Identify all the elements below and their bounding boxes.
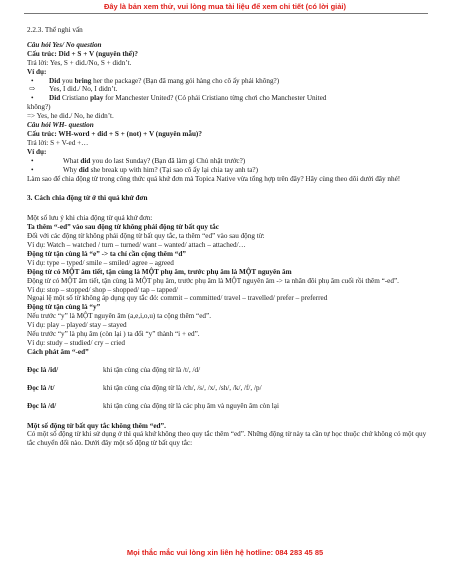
section3-intro: Một số lưu ý khi chia động từ quá khứ đơn: xyxy=(27,214,153,223)
rule3-text: Động từ có MỘT âm tiết, tận cùng là MỘT phụ âm, trước phụ âm là MỘT nguyên âm -> ta nhân đôi phụ âm cuối rồi thêm “-ed”. xyxy=(27,276,399,285)
bullet-dot-icon: • xyxy=(31,165,34,174)
list-item: ⇨ Yes, I did./ No, I didn’t. xyxy=(29,85,118,94)
rule2-heading: Động từ tận cùng là “e” -> ta chỉ cần cộng thêm “d” xyxy=(27,249,186,258)
example-continuation: không?) xyxy=(27,103,51,112)
list-item: • Did you bring her the package? (Bạn đã mang gói hàng cho cô ấy phải không?) xyxy=(27,77,427,86)
header-divider xyxy=(24,13,428,14)
wh-example-label: Ví dụ: xyxy=(27,147,47,156)
section-heading-3: 3. Cách chia động từ ở thì quá khứ đơn xyxy=(27,194,148,203)
hotline-footer: Mọi thắc mắc vui lòng xin liên hệ hotline: 084 283 45 85 xyxy=(126,548,324,557)
pronunciation-row: Đọc là /t/ khi tận cùng của động từ là /ch/, /s/, /x/, /sh/, /k/, /f/, /p/ xyxy=(27,383,262,392)
yes-no-heading: Câu hỏi Yes/ No question xyxy=(27,40,102,49)
list-item: • Did Cristiano play for Manchester United? (Có phải Cristiano từng chơi cho Manchester United xyxy=(27,94,427,103)
implies-arrow-icon: ⇨ xyxy=(29,85,36,94)
document-body xyxy=(27,26,427,448)
rule1-text: Đối với các động từ không phải động từ bất quy tắc, ta thêm “ed” vào sau động từ: xyxy=(27,232,265,241)
rule1-heading: Ta thêm “-ed” vào sau động từ không phải động từ bất quy tắc xyxy=(27,223,219,232)
wh-note: Làm sao để chia động từ trong công thức quá khứ đơn mà Topica Native vừa tổng hợp trên đây? Hãy cùng theo dõi dưới đây nhé! xyxy=(27,174,401,183)
rule2-example: Ví dụ: type – typed/ smile – smiled/ agree – agreed xyxy=(27,258,174,267)
rule3-example: Ví dụ: stop – stopped/ shop – shopped/ tap – tapped/ xyxy=(27,285,178,294)
irregular-heading: Một số động từ bất quy tắc không thêm “ed”. xyxy=(27,421,166,430)
wh-answer: Trả lời: S + V-ed +… xyxy=(27,138,89,147)
rule3-heading: Động từ có MỘT âm tiết, tận cùng là MỘT phụ âm, trước phụ âm là MỘT nguyên âm xyxy=(27,267,292,276)
rule4-heading: Động từ tận cùng là “y” xyxy=(27,303,101,312)
irregular-text: Có một số động từ khi sử dụng ở thì quá khứ không theo quy tắc thêm “ed”. Những động từ này ta cần tự học thuộc chứ không có một quy tắc chuyển đổi nào. Dưới đây một số động từ bất quy tắc: xyxy=(27,430,427,448)
wh-structure: Cấu trúc: WH-word + did + S + (not) + V (nguyên mẫu)? xyxy=(27,129,202,138)
rule3-exception: Ngoại lệ một số từ không áp dụng quy tắc đó: commit – committed/ travel – travelled/ prefer – preferred xyxy=(27,294,328,303)
bullet-dot-icon: • xyxy=(31,156,34,165)
bullet-dot-icon: • xyxy=(31,76,34,85)
bullet-dot-icon: • xyxy=(31,94,34,103)
example-answer: => Yes, he did./ No, he didn’t. xyxy=(27,112,114,121)
preview-banner: Đây là bản xem thử, vui lòng mua tài liệu để xem chi tiết (có lời giải) xyxy=(103,2,347,11)
list-item: • Why did she break up with him? (Tại sao cô ấy lại chia tay anh ta?) xyxy=(27,166,427,175)
wh-heading: Câu hỏi WH- question xyxy=(27,121,94,130)
list-item: • What did you do last Sunday? (Bạn đã làm gì Chủ nhật trước?) xyxy=(27,157,427,166)
rule4-example2: Ví dụ: study – studied/ cry – cried xyxy=(27,339,126,347)
rule4-text1: Nếu trước “y” là MỘT nguyên âm (a,e,i,o,u) ta cộng thêm “ed”. xyxy=(27,312,211,321)
yes-no-structure: Cấu trúc: Did + S + V (nguyên thể)? xyxy=(27,49,138,58)
pronunciation-heading: Cách phát âm “-ed” xyxy=(27,347,89,356)
pronunciation-row: Đọc là /d/ khi tận cùng của động từ là các phụ âm và nguyên âm còn lại xyxy=(27,401,279,410)
rule4-text2: Nếu trước “y” là phụ âm (còn lại ) ta đổi “y” thành “i + ed”. xyxy=(27,330,200,339)
yes-no-answer: Trả lời: Yes, S + did./No, S + didn’t. xyxy=(27,58,132,67)
pronunciation-row: Đọc là /id/ khi tận cùng của động từ là /t/, /d/ xyxy=(27,365,201,374)
rule4-example1: Ví dụ: play – played/ stay – stayed xyxy=(27,321,127,330)
rule1-example: Ví dụ: Watch – watched / turn – turned/ want – wanted/ attach – attached/… xyxy=(27,241,246,250)
section-heading-223: 2.2.3. Thể nghi vấn xyxy=(27,26,83,34)
yes-no-example-label: Ví dụ: xyxy=(27,67,47,76)
